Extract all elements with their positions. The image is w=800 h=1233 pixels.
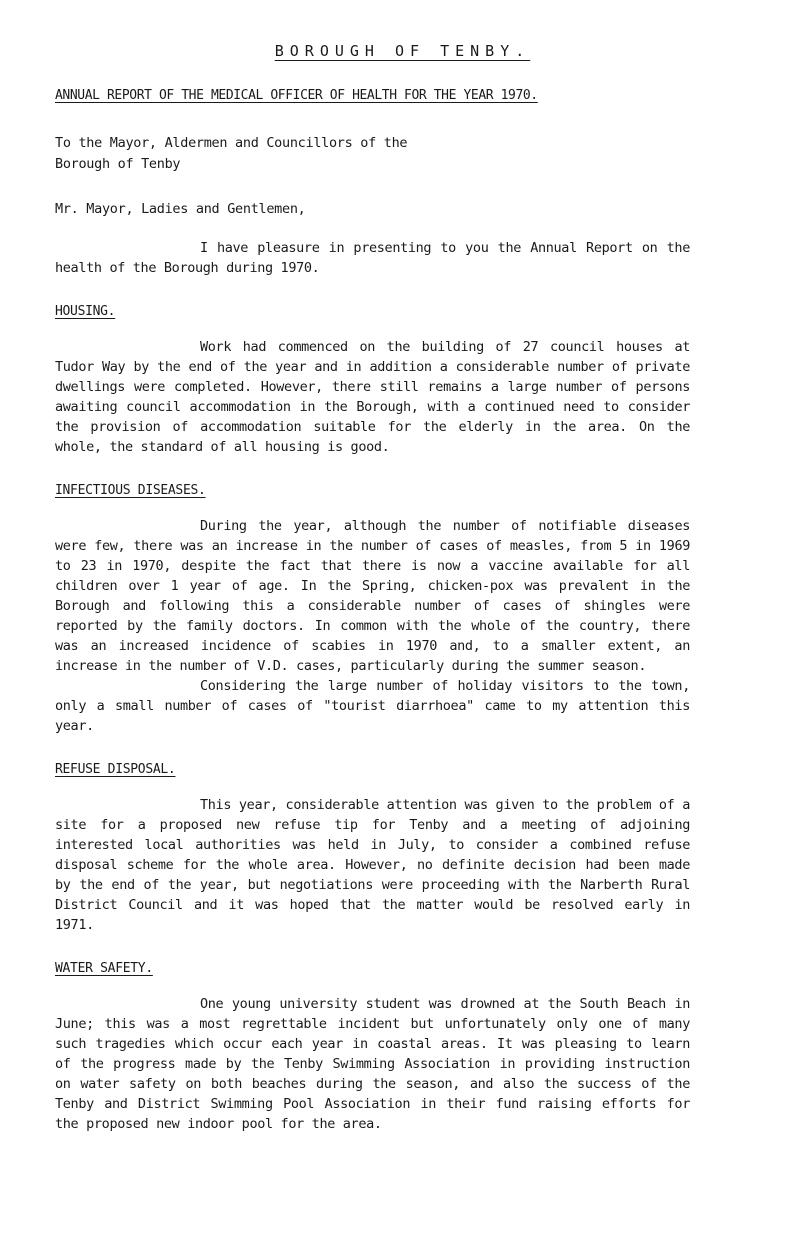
housing-paragraph: Work had commenced on the building of 27 council houses at Tudor Way by the end of the year and in addition a considerable number of private dwellings were completed. However, there still remains a large number of persons awaiting council accommodation in the Borough, with a continued need to consider the provision of accommodation suitable for the elderly in the area. On the whole, the standard of all housing is good. [55,339,690,455]
infectious-diseases-paragraph: During the year, although the number of notifiable diseases were few, there was an increase in the number of cases of measles, from 5 in 1969 to 23 in 1970, despite the fact that there is now a vaccine available for all children over 1 year of age. In the Spring, chicken-pox was prevalent in the Borough and following this a considerable number of cases of shingles were reported by the family doctors. In common with the whole of the country, there was an increased incidence of scabies in 1970 and, to a smaller extent, an increase in the number of V.D. cases, particularly during the summer season. [55,518,690,674]
section-heading-water-safety: WATER SAFETY. [55,961,153,976]
address-line: Borough of Tenby [55,156,181,172]
section-heading-housing: HOUSING. [55,304,116,319]
section-heading-refuse-disposal: REFUSE DISPOSAL. [55,762,176,777]
refuse-disposal-paragraph: This year, considerable attention was given to the problem of a site for a proposed new refuse tip for Tenby and a meeting of adjoining interested local authorities was held in July, to consider a combined refuse disposal scheme for the whole area. However, no definite decision had been made by the end of the year, but negotiations were proceeding with the Narberth Rural District Council and it was hoped that the matter would be resolved early in 1971. [55,797,690,933]
address-line: To the Mayor, Aldermen and Councillors of the [55,135,408,151]
infectious-diseases-paragraph: Considering the large number of holiday visitors to the town, only a small number of cases of "tourist diarrhoea" came to my attention this year. [55,678,690,734]
borough-title: BOROUGH OF TENBY. [274,42,531,60]
water-safety-paragraph: One young university student was drowned at the South Beach in June; this was a most regrettable incident but unfortunately only one of many such tragedies which occur each year in coastal areas. It was pleasing to learn of the progress made by the Tenby Swimming Association in providing instruction on water safety on both beaches during the season, and also the success of the Tenby and District Swimming Pool Association in their fund raising efforts for the proposed new indoor pool for the area. [55,996,690,1132]
address-block [55,133,690,175]
salutation: Mr. Mayor, Ladies and Gentlemen, [55,201,306,217]
intro-paragraph: I have pleasure in presenting to you the Annual Report on the health of the Borough during 1970. [55,240,690,276]
section-heading-infectious-diseases: INFECTIOUS DISEASES. [55,483,206,498]
report-title: ANNUAL REPORT OF THE MEDICAL OFFICER OF HEALTH FOR THE YEAR 1970. [55,88,538,103]
